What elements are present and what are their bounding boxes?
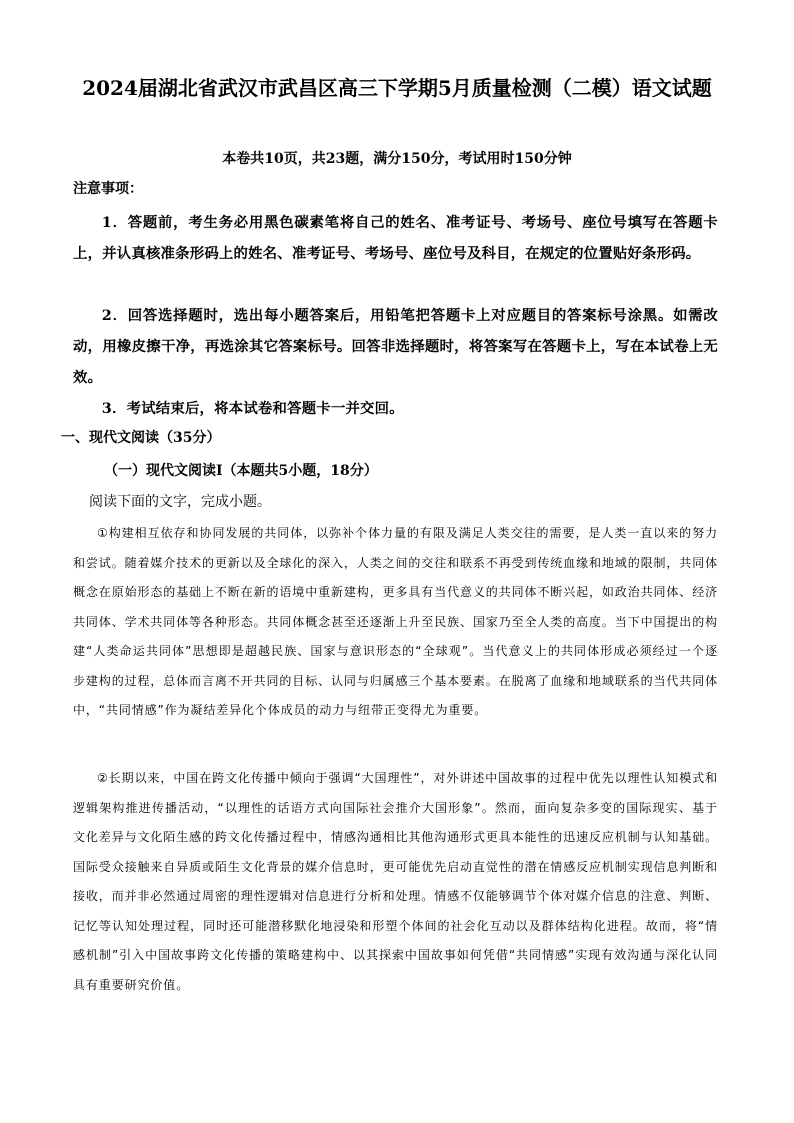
document-title: 2024届湖北省武汉市武昌区高三下学期5月质量检测（二模）语文试题	[82, 76, 712, 100]
notice-item: 1．答题前，考生务必用黑色碳素笔将自己的姓名、准考证号、考场号、座位号填写在答题卡上，并认真核准条形码上的姓名、准考证号、考场号、座位号及科目，在规定的位置贴好条形码。	[73, 214, 718, 262]
subsection-heading: （一）现代文阅读Ⅰ（本题共5小题，18分）	[104, 463, 378, 479]
passage-paragraph: ②长期以来，中国在跨文化传播中倾向于强调“大国理性”，对外讲述中国故事的过程中优先以理性认知模式和逻辑架构推进传播活动，“以理性的话语方式向国际社会推介大国形象”。然而，面向复杂多变的国际现实、基于文化差异与文化陌生感的跨文化传播过程中，情感沟通相比其他沟通形式更具本能性的迅速反应机制与认知基础。国际受众接触来自异质或陌生文化背景的媒介信息时，更可能优先启动直觉性的潜在情感反应机制实现信息判断和接收，而并非必然通过周密的理性逻辑对信息进行分析和处理。情感不仅能够调节个体对媒介信息的注意、判断、记忆等认知处理过程，同时还可能潜移默化地浸染和形塑个体间的社会化互动以及群体结构化进程。故而，将“情感机制”引入中国故事跨文化传播的策略建构中、以其探索中国故事如何凭借“共同情感”实现有效沟通与深化认同具有重要研究价值。	[73, 771, 719, 992]
notice-item: 3．考试结束后，将本试卷和答题卡一并交回。	[101, 400, 404, 417]
exam-info: 本卷共10页，共23题，满分150分，考试用时150分钟	[222, 151, 572, 167]
reading-instruction: 阅读下面的文字，完成小题。	[89, 494, 271, 510]
notice-item: 2．回答选择题时，选出每小题答案后，用铅笔把答题卡上对应题目的答案标号涂黑。如需改动，用橡皮擦干净，再选涂其它答案标号。回答非选择题时，将答案写在答题卡上，写在本试卷上无效。	[73, 307, 718, 386]
section-heading: 一、现代文阅读（35分）	[61, 430, 221, 446]
passage-paragraph: ①构建相互依存和协同发展的共同体，以弥补个体力量的有限及满足人类交往的需要，是人类一直以来的努力和尝试。随着媒介技术的更新以及全球化的深入，人类之间的交往和联系不再受到传统血缘和地域的限制，共同体概念在原始形态的基础上不断在新的语境中重新建构，更多具有当代意义的共同体不断兴起，如政治共同体、经济共同体、学术共同体等各种形态。共同体概念甚至还逐渐上升至民族、国家乃至全人类的高度。当下中国提出的构建“人类命运共同体”思想即是超越民族、国家与意识形态的“全球观”。当代意义上的共同体形成必须经过一个逐步建构的过程，总体而言离不开共同的目标、认同与归属感三个基本要素。在脱离了血缘和地域联系的当代共同体中，“共同情感”作为凝结差异化个体成员的动力与纽带正变得尤为重要。	[73, 526, 719, 717]
notice-heading: 注意事项：	[73, 181, 143, 197]
